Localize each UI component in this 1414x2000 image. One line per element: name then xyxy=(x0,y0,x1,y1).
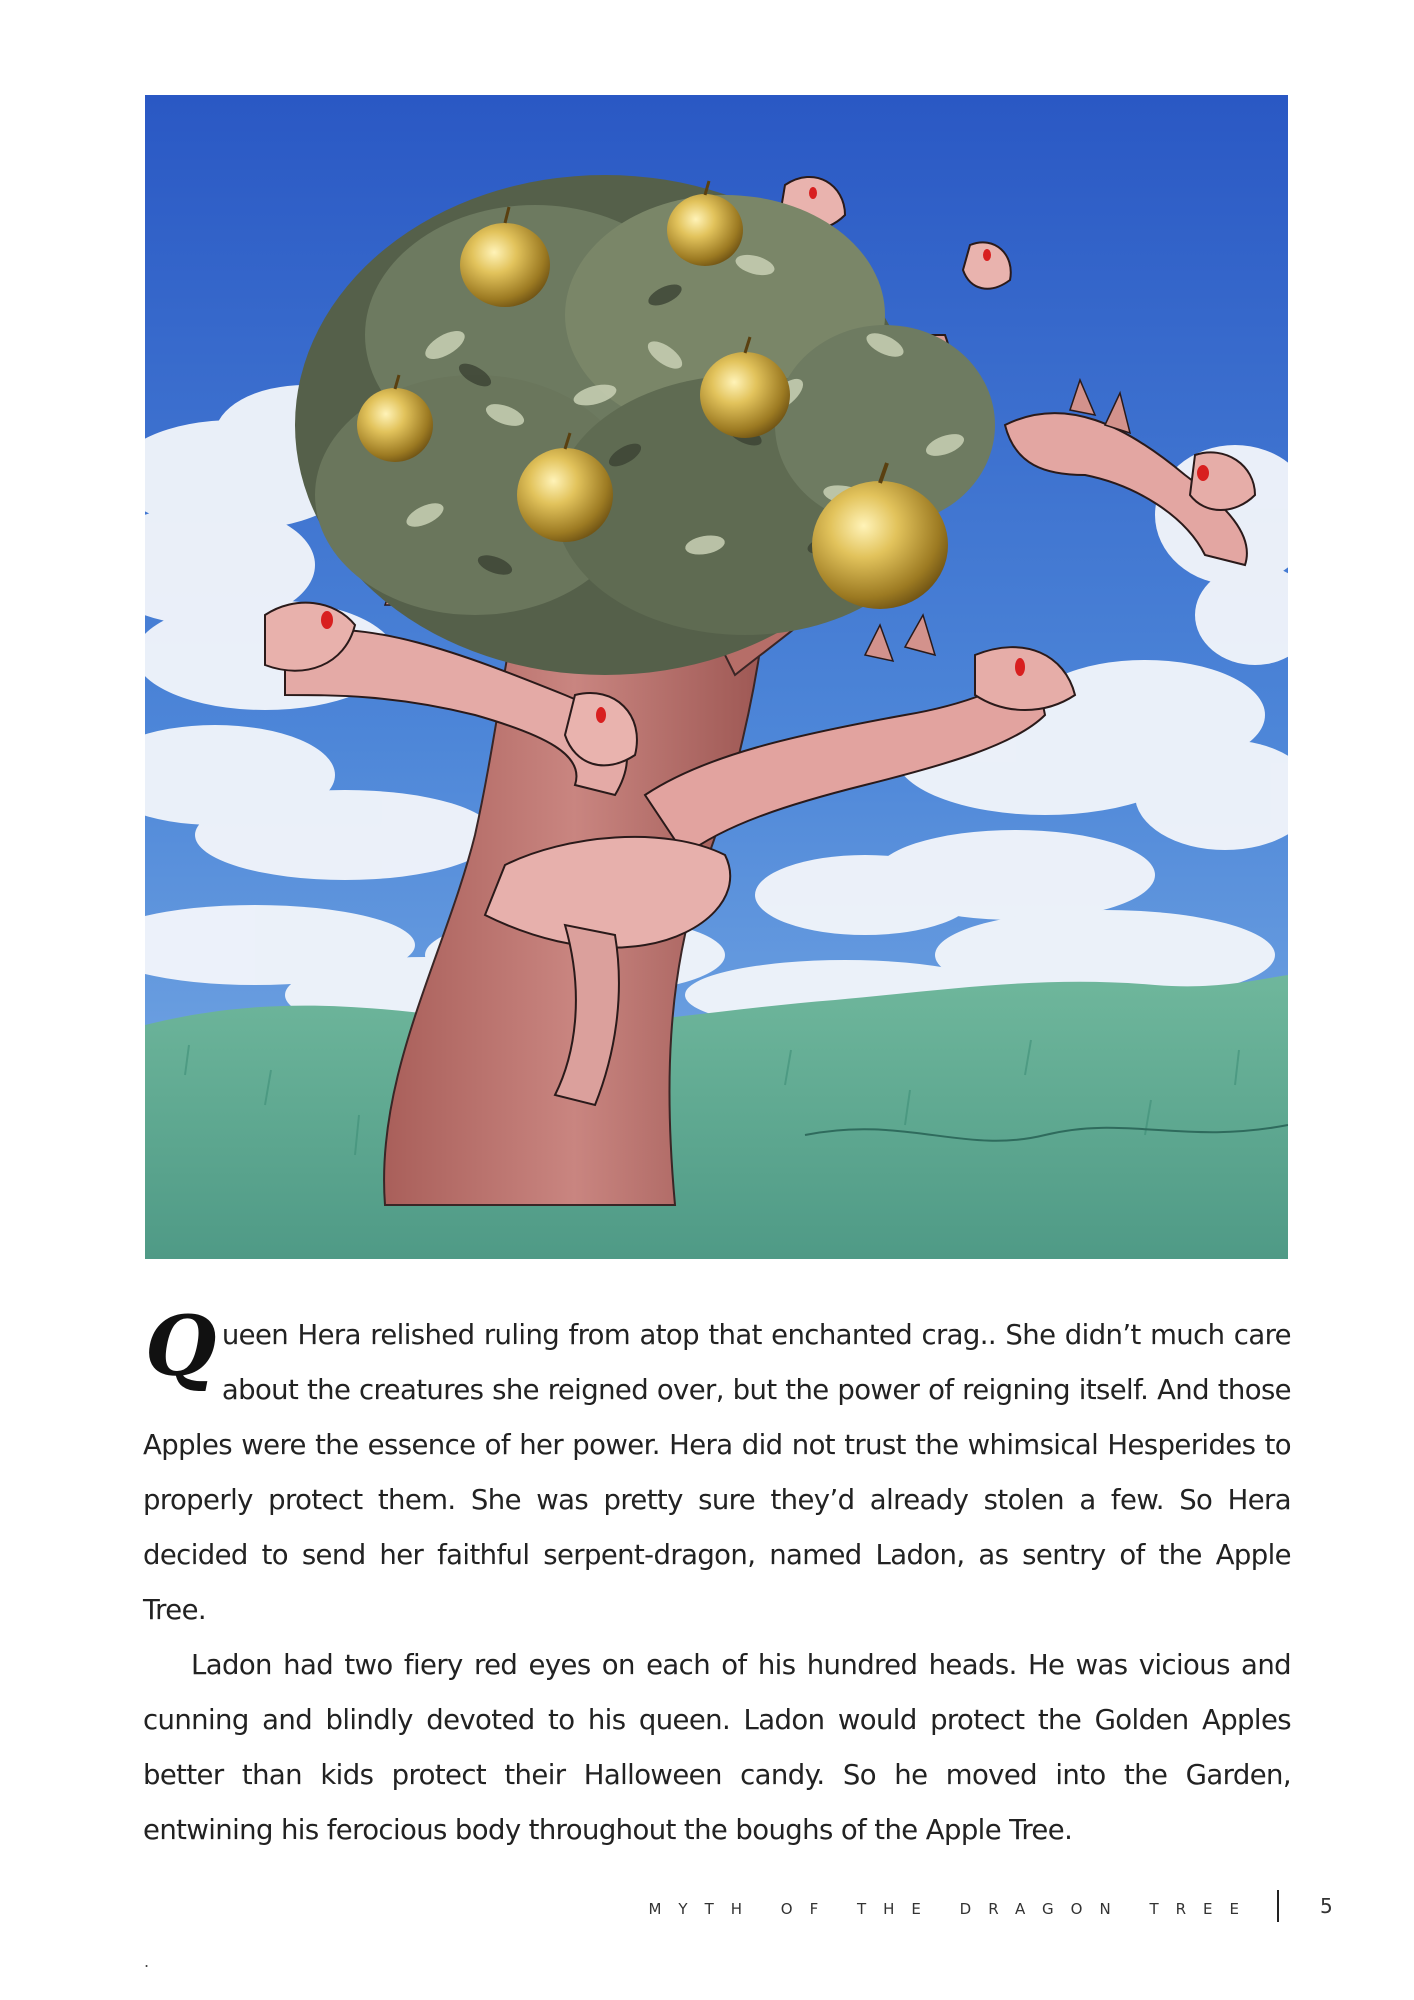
footer-divider xyxy=(1277,1890,1279,1922)
running-title: MYTH OF THE DRAGON TREE xyxy=(648,1900,1256,1918)
story-text xyxy=(143,1299,1291,1858)
stray-mark: . xyxy=(144,1952,150,1971)
drop-cap: Q xyxy=(145,1299,216,1395)
page-number: 5 xyxy=(1320,1894,1333,1918)
grass xyxy=(145,975,1288,1259)
dragon-tree-artwork xyxy=(145,95,1288,1259)
paragraph-1-text: ueen Hera relished ruling from atop that enchanted crag.. She didn’t much care about the creatures she reigned over, but the power of reigning itself. And those Apples were the essence of her power. Hera did not trust the whimsical Hesperides to properly protect them. She was pretty sure they’d already stolen a few. So Hera decided to send her faithful serpent-dragon, named Ladon, as sentry of the Apple Tree. xyxy=(143,1319,1291,1626)
page-footer xyxy=(0,1890,1414,1930)
story-paragraph-1 xyxy=(143,1299,1291,1638)
story-illustration xyxy=(145,95,1288,1259)
story-paragraph-2: Ladon had two fiery red eyes on each of his hundred heads. He was vicious and cunning and blindly devoted to his queen. Ladon would protect the Golden Apples better than kids protect their Halloween candy. So he moved into the Garden, entwining his ferocious body throughout the boughs of the Apple Tree. xyxy=(143,1649,1291,1846)
